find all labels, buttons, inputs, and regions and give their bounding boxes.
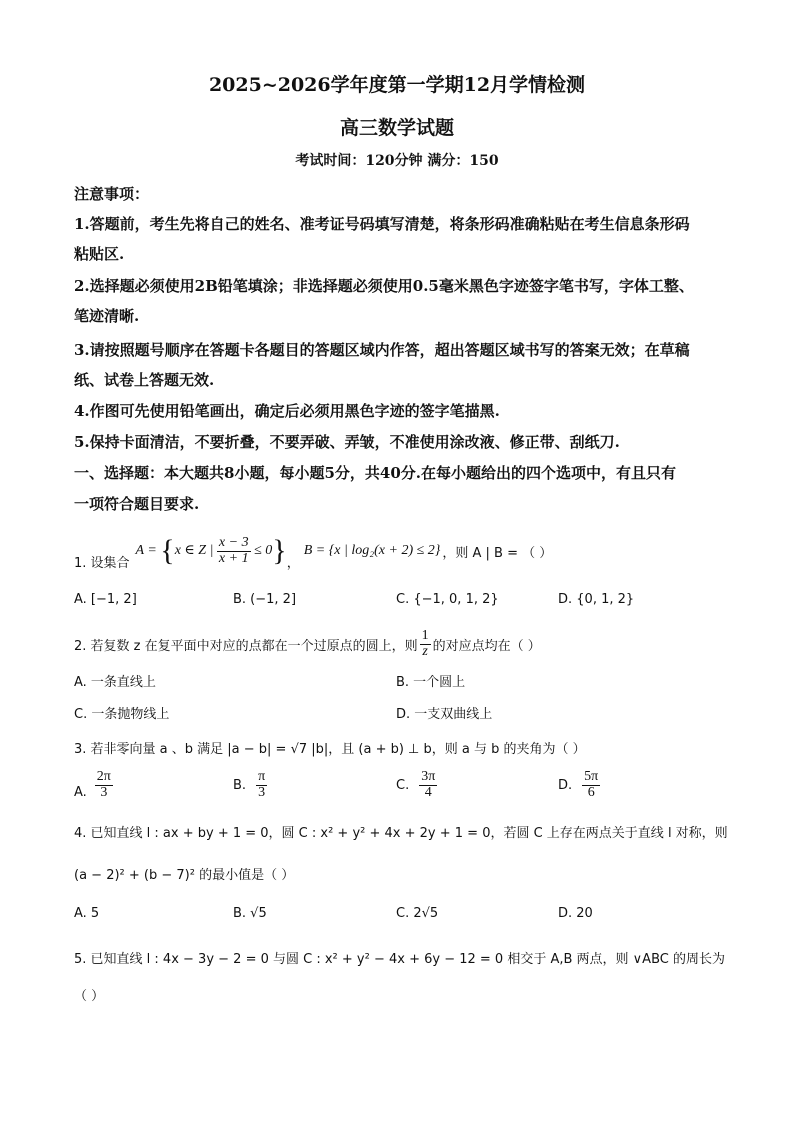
q3-option-a-label: A. [74, 785, 87, 801]
q3-option-b [233, 770, 267, 800]
section-heading: 一、选择题：本大题共8小题，每小题5分，共40分.在每小题给出的四个选项中，有且只有 [74, 464, 676, 482]
note-line: 2.选择题必须使用2B铅笔填涂；非选择题必须使用0.5毫米黑色字迹签字笔书写，字体工整、 [74, 277, 694, 295]
q4-option-d: D. 20 [558, 906, 593, 921]
q2-stem-b: 的对应点均在（ ） [432, 638, 541, 654]
exam-subtitle: 高三数学试题 [339, 117, 454, 139]
q1-frac-den: x + 1 [218, 550, 249, 566]
q2-frac-num: 1 [421, 627, 429, 643]
q4-option-b: B. √5 [233, 906, 267, 921]
q1-option-b: B. (−1, 2] [233, 592, 297, 607]
note-line: 4.作图可先使用铅笔画出，确定后必须用黑色字迹的签字笔描黑. [74, 402, 500, 420]
q1-option-d: D. {0, 1, 2} [558, 592, 635, 607]
q1-setA-rel: ≤ 0 [250, 543, 273, 559]
q3-option-a-den: 3 [100, 784, 108, 800]
q1-option-a: A. [−1, 2] [74, 592, 137, 607]
question-5-cont: （ ） [74, 989, 105, 1004]
q3-option-a [74, 770, 113, 800]
q3-option-d-label: D. [558, 777, 573, 793]
q1-setB: B = {x | log₂(x + 2) ≤ 2} [303, 543, 441, 558]
q3-option-b-num: π [258, 769, 266, 784]
q3-option-c-num: 3π [421, 769, 436, 784]
q1-suffix: ，则 A | B = （ ） [442, 545, 553, 561]
q3-option-a-num: 2π [96, 769, 111, 784]
question-3: 3. 若非零向量 a 、b 满足 |a − b| = √7 |b|，且 (a + b) ⊥ b，则 a 与 b 的夹角为（ ） [74, 742, 586, 757]
q1-option-c: C. {−1, 0, 1, 2} [396, 592, 499, 607]
q3-option-b-den: 3 [258, 784, 266, 800]
note-line: 1.答题前，考生先将自己的姓名、准考证号码填写清楚，将条形码准确粘贴在考生信息条形码 [74, 215, 690, 233]
q2-option-c: C. 一条抛物线上 [74, 707, 170, 722]
note-line: 纸、试卷上答题无效. [74, 371, 215, 389]
q2-option-d: D. 一支双曲线上 [396, 707, 493, 722]
notes-heading: 注意事项： [74, 185, 150, 203]
note-line: 笔迹清晰. [74, 307, 140, 325]
q3-option-c [396, 770, 437, 800]
q3-option-d [558, 770, 600, 800]
question-2 [74, 624, 541, 664]
q3-option-c-label: C. [396, 777, 410, 793]
note-line: 3.请按照题号顺序在答题卡各题目的答题区域内作答，超出答题区域书写的答案无效；在草稿 [74, 341, 690, 359]
q3-option-d-num: 5π [584, 769, 599, 784]
question-5: 5. 已知直线 l : 4x − 3y − 2 = 0 与圆 C : x² + y² − 4x + 6y − 12 = 0 相交于 A,B 两点，则 ∨ABC 的周长为 [74, 952, 725, 967]
q1-comma: ， [286, 556, 300, 571]
section-heading-cont: 一项符合题目要求. [74, 495, 200, 513]
q1-prefix: 1. 设集合 [74, 556, 130, 571]
q4-option-c: C. 2√5 [396, 906, 439, 921]
note-line: 粘贴区. [74, 245, 125, 263]
exam-title: 2025~2026学年度第一学期12月学情检测 [208, 74, 586, 96]
q1-setA-inner: x ∈ Z | [174, 543, 217, 559]
q3-option-b-label: B. [233, 777, 247, 793]
q2-option-b: B. 一个圆上 [396, 675, 466, 690]
q3-option-d-den: 6 [587, 784, 595, 800]
q2-stem-a: 2. 若复数 z 在复平面中对应的点都在一个过原点的圆上，则 [74, 638, 418, 654]
question-4: 4. 已知直线 l : ax + by + 1 = 0，圆 C : x² + y² + 4x + 2y + 1 = 0，若圆 C 上存在两点关于直线 l 对称，则 [74, 826, 728, 841]
q4-option-a: A. 5 [74, 906, 100, 921]
q3-option-c-den: 4 [424, 784, 432, 800]
q1-frac-num: x − 3 [218, 534, 249, 550]
q2-option-a: A. 一条直线上 [74, 675, 156, 690]
note-line: 5.保持卡面清洁，不要折叠，不要弄破、弄皱，不准使用涂改液、修正带、刮纸刀. [74, 433, 620, 451]
exam-info: 考试时间：120分钟 满分：150 [295, 153, 499, 169]
question-1: 1. 设集合 A = {x ∈ Z | $\frac{x - 3}{x + 1}$ ≤ 0} ， B = {x | log₂(x + 2) ≤ 2} ，则 A | B = （ ） [74, 525, 552, 577]
q2-frac-den: z [422, 643, 428, 659]
question-4-cont: (a − 2)² + (b − 7)² 的最小值是（ ） [74, 868, 295, 883]
q1-setA-left: A = [135, 543, 161, 559]
